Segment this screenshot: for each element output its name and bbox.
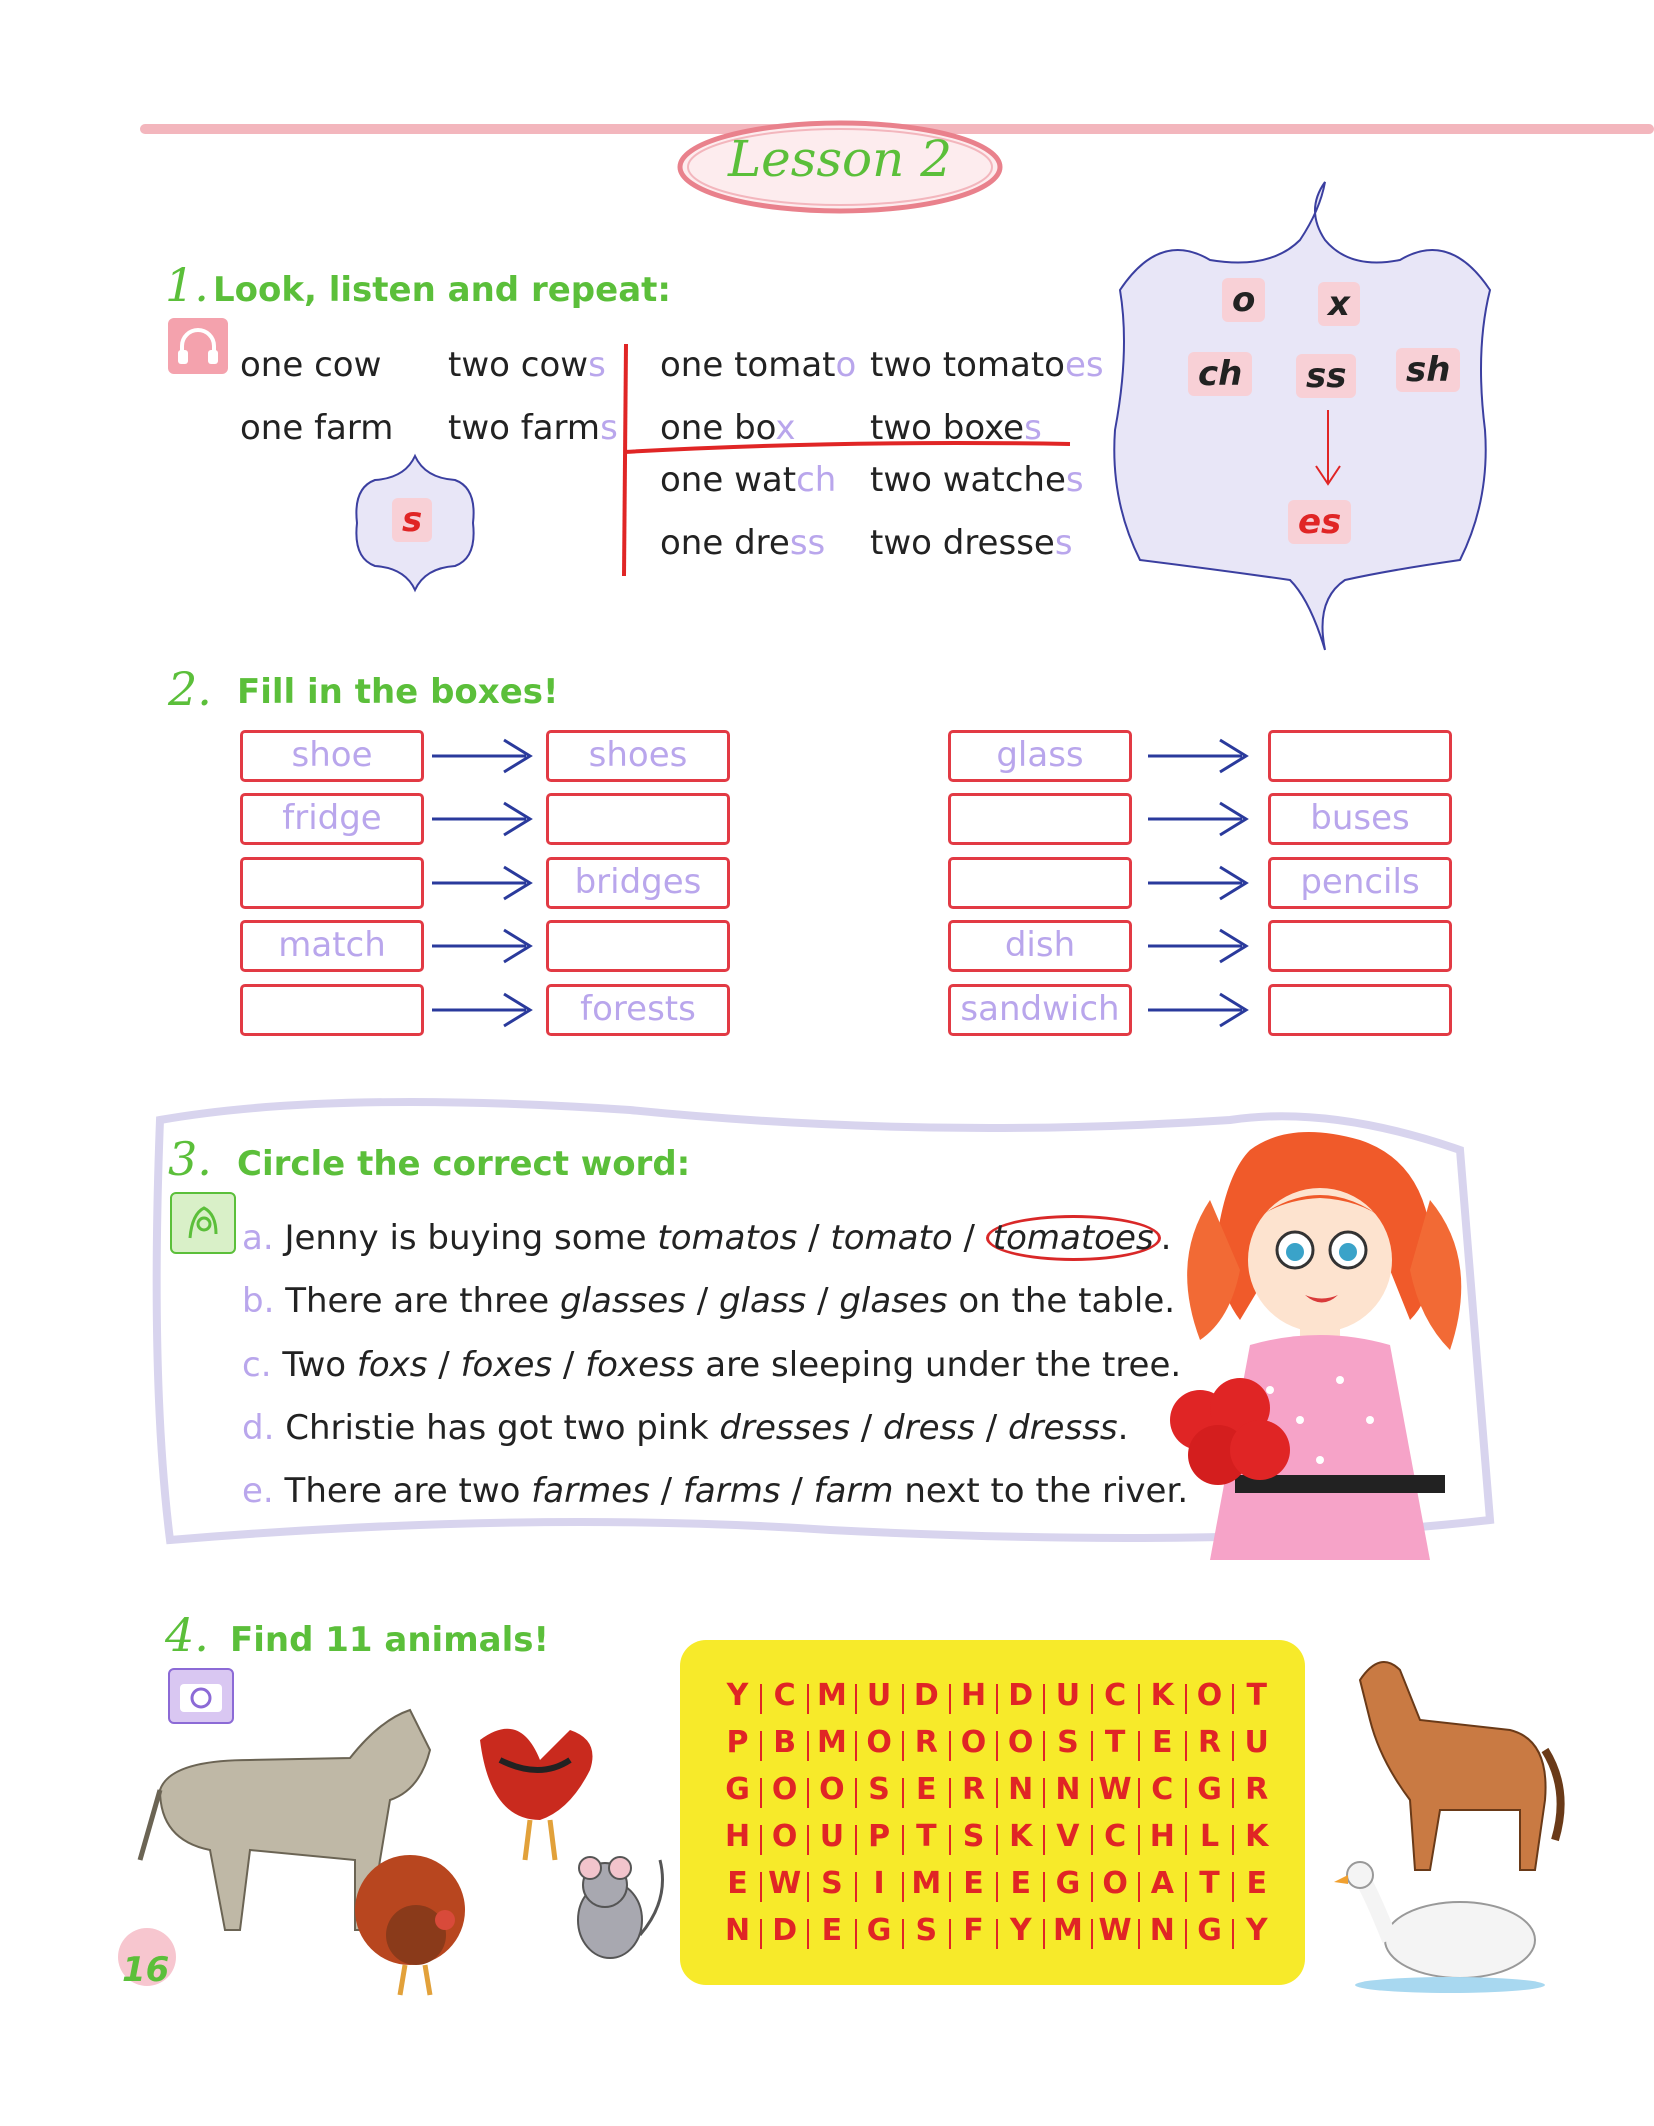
ex1-one-box: one box bbox=[660, 408, 796, 448]
option-separator: / bbox=[797, 1218, 831, 1258]
grid-letter[interactable]: N bbox=[724, 1913, 751, 1948]
grid-letter[interactable]: S bbox=[915, 1913, 938, 1948]
left-to-word-1: shoes bbox=[588, 735, 688, 775]
grid-letter[interactable]: P bbox=[726, 1725, 749, 1760]
grid-letter[interactable]: T bbox=[916, 1819, 937, 1854]
grid-letter[interactable]: K bbox=[1150, 1678, 1174, 1713]
grid-letter[interactable]: E bbox=[1010, 1866, 1031, 1901]
option-word-3[interactable]: dresss bbox=[1008, 1408, 1118, 1448]
ex1-two-cows: two cows bbox=[448, 345, 606, 385]
right-to-box-4[interactable] bbox=[1268, 920, 1452, 972]
endings-frame bbox=[1100, 170, 1500, 660]
sentence-letter: d. bbox=[242, 1408, 275, 1448]
grid-letter[interactable]: T bbox=[1104, 1725, 1126, 1760]
ex1-two-boxes: two boxes bbox=[870, 408, 1042, 448]
right-from-box-2[interactable] bbox=[948, 793, 1132, 845]
option-separator: / bbox=[806, 1281, 840, 1321]
left-to-box-2[interactable] bbox=[546, 793, 730, 845]
grid-letter[interactable]: M bbox=[816, 1678, 847, 1713]
right-to-word-2: buses bbox=[1310, 798, 1410, 838]
grid-letter[interactable]: T bbox=[1246, 1678, 1267, 1713]
grid-letter[interactable]: E bbox=[727, 1866, 748, 1901]
grid-letter[interactable]: C bbox=[1104, 1819, 1127, 1854]
grid-letter[interactable]: E bbox=[821, 1913, 843, 1948]
left-from-box-5[interactable] bbox=[240, 984, 424, 1036]
right-to-box-5[interactable] bbox=[1268, 984, 1452, 1036]
left-from-word-4: match bbox=[278, 925, 386, 965]
sentence-text: Two bbox=[282, 1345, 357, 1385]
sentence-5 bbox=[242, 1471, 1188, 1511]
lesson-title: Lesson 2 bbox=[727, 130, 953, 188]
grid-letter[interactable]: U bbox=[819, 1819, 845, 1854]
ending-tag-ch: ch bbox=[1188, 352, 1252, 396]
ex1-one-cow: one cow bbox=[240, 345, 382, 385]
right-from-box-3[interactable] bbox=[948, 857, 1132, 909]
sentence-end: are sleeping under the tree. bbox=[694, 1345, 1182, 1385]
sentence-text: Jenny is buying some bbox=[284, 1218, 658, 1258]
page-number: 16 bbox=[122, 1950, 170, 1990]
grid-letter[interactable]: K bbox=[1245, 1819, 1269, 1854]
grid-letter[interactable]: O bbox=[1007, 1725, 1034, 1760]
right-from-box-4[interactable] bbox=[948, 920, 1132, 972]
option-separator: / bbox=[427, 1345, 461, 1385]
grid-letter[interactable]: R bbox=[961, 1772, 986, 1807]
option-word-1[interactable]: farmes bbox=[531, 1471, 650, 1511]
right-to-box-2[interactable] bbox=[1268, 793, 1452, 845]
grid-letter[interactable]: H bbox=[1149, 1819, 1175, 1854]
grid-letter[interactable]: N bbox=[1149, 1913, 1175, 1948]
grid-letter[interactable]: G bbox=[725, 1772, 750, 1807]
ending-tag-x: x bbox=[1318, 282, 1360, 326]
headphones-icon bbox=[168, 318, 228, 374]
ex1-two-dresses: two dresses bbox=[870, 523, 1073, 563]
grid-letter[interactable]: O bbox=[819, 1772, 845, 1807]
grid-letter[interactable]: Y bbox=[726, 1678, 749, 1713]
grid-letter[interactable]: D bbox=[913, 1678, 939, 1713]
grid-letter[interactable]: A bbox=[1150, 1866, 1174, 1901]
option-word-2[interactable]: farms bbox=[682, 1471, 781, 1511]
option-separator: / bbox=[685, 1281, 719, 1321]
grid-letter[interactable]: D bbox=[772, 1913, 798, 1948]
arrow-right-icon bbox=[430, 988, 540, 1032]
arrow-right-icon bbox=[430, 924, 540, 968]
exercise-4-title: Find 11 animals! bbox=[230, 1620, 549, 1660]
grid-letter[interactable]: R bbox=[914, 1725, 938, 1760]
exercise-3-title: Circle the correct word: bbox=[237, 1144, 691, 1184]
grid-letter[interactable]: C bbox=[773, 1678, 796, 1713]
arrow-right-icon bbox=[430, 734, 540, 778]
arrow-right-icon bbox=[1146, 924, 1256, 968]
grid-letter[interactable]: G bbox=[1197, 1913, 1222, 1948]
down-arrow-icon bbox=[1308, 410, 1348, 490]
grid-letter[interactable]: O bbox=[960, 1725, 987, 1760]
sentence-end: . bbox=[1117, 1408, 1129, 1448]
grid-letter[interactable]: K bbox=[1009, 1819, 1033, 1854]
sentence-3 bbox=[242, 1345, 1181, 1385]
left-to-word-5: forests bbox=[580, 989, 696, 1029]
grid-letter[interactable]: E bbox=[916, 1772, 937, 1807]
grid-letter[interactable]: O bbox=[1196, 1678, 1223, 1713]
ex1-one-dress: one dress bbox=[660, 523, 826, 563]
ex1-one-farm: one farm bbox=[240, 408, 394, 448]
grid-letter[interactable]: B bbox=[773, 1725, 797, 1760]
grid-letter[interactable]: S bbox=[962, 1819, 985, 1854]
sentence-1 bbox=[242, 1218, 1171, 1258]
grid-letter[interactable]: M bbox=[1052, 1913, 1083, 1948]
grid-letter[interactable]: N bbox=[1008, 1772, 1034, 1807]
grid-letter[interactable]: D bbox=[1008, 1678, 1034, 1713]
arrow-right-icon bbox=[430, 861, 540, 905]
ex1-two-farms: two farms bbox=[448, 408, 618, 448]
right-from-box-5[interactable] bbox=[948, 984, 1132, 1036]
option-word-2[interactable]: dress bbox=[883, 1408, 975, 1448]
option-word-1[interactable]: tomatos bbox=[657, 1218, 798, 1258]
grid-letter[interactable]: C bbox=[1151, 1772, 1174, 1807]
grid-letter[interactable]: R bbox=[1197, 1725, 1222, 1760]
option-separator: / bbox=[649, 1471, 683, 1511]
option-separator: / bbox=[780, 1471, 814, 1511]
exercise-1-number: 1. bbox=[165, 258, 209, 312]
ending-tag-sh: sh bbox=[1396, 348, 1460, 392]
grid-letter[interactable]: T bbox=[1199, 1866, 1220, 1901]
grid-letter[interactable]: U bbox=[866, 1678, 892, 1713]
es-tag: es bbox=[1288, 500, 1351, 544]
exercise-3-number: 3. bbox=[168, 1132, 212, 1186]
left-to-word-3: bridges bbox=[574, 862, 702, 902]
option-word-2[interactable]: foxes bbox=[460, 1345, 553, 1385]
grid-letter[interactable]: L bbox=[1199, 1819, 1220, 1854]
sentence-text: There are three bbox=[285, 1281, 560, 1321]
option-word-3[interactable]: tomatoes bbox=[986, 1215, 1161, 1261]
left-to-box-1[interactable] bbox=[546, 730, 730, 782]
grid-letter[interactable]: R bbox=[1245, 1772, 1269, 1807]
grid-letter[interactable]: U bbox=[1244, 1725, 1269, 1760]
right-to-word-3: pencils bbox=[1300, 862, 1420, 902]
exercise-1-title: Look, listen and repeat: bbox=[213, 270, 671, 310]
grid-letter[interactable]: S bbox=[1057, 1725, 1079, 1760]
exercise-2-title: Fill in the boxes! bbox=[237, 672, 559, 712]
grid-letter[interactable]: H bbox=[960, 1678, 987, 1713]
s-tag: s bbox=[392, 498, 432, 542]
option-separator: / bbox=[974, 1408, 1008, 1448]
option-word-2[interactable]: tomato bbox=[830, 1218, 953, 1258]
arrow-right-icon bbox=[1146, 861, 1256, 905]
grid-letter[interactable]: Y bbox=[1245, 1913, 1268, 1948]
ending-tag-ss: ss bbox=[1296, 354, 1356, 398]
sentence-letter: b. bbox=[242, 1281, 275, 1321]
arrow-right-icon bbox=[1146, 734, 1256, 778]
left-from-box-3[interactable] bbox=[240, 857, 424, 909]
sentence-letter: a. bbox=[242, 1218, 274, 1258]
option-separator: / bbox=[552, 1345, 586, 1385]
sentence-4 bbox=[242, 1408, 1128, 1448]
grid-letter[interactable]: M bbox=[911, 1866, 942, 1901]
left-from-box-4[interactable] bbox=[240, 920, 424, 972]
grid-letter[interactable]: H bbox=[724, 1819, 751, 1854]
left-to-box-4[interactable] bbox=[546, 920, 730, 972]
sentence-text: Christie has got two pink bbox=[285, 1408, 720, 1448]
grid-letter[interactable]: S bbox=[868, 1772, 890, 1807]
ex1-two-tomatoes: two tomatoes bbox=[870, 345, 1104, 385]
ex1-one-watch: one watch bbox=[660, 460, 837, 500]
sentence-letter: c. bbox=[242, 1345, 272, 1385]
sentence-2 bbox=[242, 1281, 1175, 1321]
left-from-word-1: shoe bbox=[291, 735, 373, 775]
option-word-2[interactable]: glass bbox=[718, 1281, 807, 1321]
grid-letter[interactable]: F bbox=[963, 1913, 984, 1948]
left-to-box-3[interactable] bbox=[546, 857, 730, 909]
grid-letter[interactable]: W bbox=[1098, 1772, 1132, 1807]
sentence-end: on the table. bbox=[947, 1281, 1176, 1321]
grid-letter[interactable]: O bbox=[771, 1819, 798, 1854]
right-to-box-3[interactable] bbox=[1268, 857, 1452, 909]
ex1-two-watches: two watches bbox=[870, 460, 1084, 500]
option-word-1[interactable]: foxs bbox=[356, 1345, 428, 1385]
grid-letter[interactable]: S bbox=[821, 1866, 843, 1901]
right-from-box-1[interactable] bbox=[948, 730, 1132, 782]
grid-letter[interactable]: G bbox=[1197, 1772, 1222, 1807]
grid-letter[interactable]: E bbox=[963, 1866, 984, 1901]
arrow-right-icon bbox=[1146, 988, 1256, 1032]
exercise-2-number: 2. bbox=[168, 662, 212, 716]
goose-illustration bbox=[1330, 1850, 1550, 2000]
arrow-right-icon bbox=[430, 797, 540, 841]
grid-letter[interactable]: W bbox=[768, 1866, 802, 1901]
sentence-end: . bbox=[1160, 1218, 1172, 1258]
grid-letter[interactable]: U bbox=[1055, 1678, 1081, 1713]
sentence-text: There are two bbox=[284, 1471, 532, 1511]
grid-letter[interactable]: V bbox=[1056, 1819, 1080, 1854]
left-from-box-1[interactable] bbox=[240, 730, 424, 782]
grid-letter[interactable]: E bbox=[1246, 1866, 1267, 1901]
grid-letter[interactable]: N bbox=[1055, 1772, 1081, 1807]
grid-letter[interactable]: P bbox=[868, 1819, 891, 1854]
right-from-word-5: sandwich bbox=[960, 989, 1120, 1029]
ending-tag-o: o bbox=[1222, 278, 1265, 322]
grid-letter[interactable]: W bbox=[1098, 1913, 1132, 1948]
grid-letter[interactable]: C bbox=[1104, 1678, 1127, 1713]
grid-letter[interactable]: M bbox=[816, 1725, 847, 1760]
sentence-letter: e. bbox=[242, 1471, 274, 1511]
option-word-3[interactable]: farm bbox=[813, 1471, 894, 1511]
exercise-4-number: 4. bbox=[165, 1608, 209, 1662]
grid-letter[interactable]: E bbox=[1152, 1725, 1173, 1760]
grid-letter[interactable]: Y bbox=[1009, 1913, 1032, 1948]
left-from-box-2[interactable] bbox=[240, 793, 424, 845]
left-to-box-5[interactable] bbox=[546, 984, 730, 1036]
grid-letter[interactable]: I bbox=[873, 1866, 885, 1901]
pencil-hand-icon bbox=[170, 1192, 236, 1254]
grid-letter[interactable]: O bbox=[1102, 1866, 1128, 1901]
grid-letter[interactable]: O bbox=[771, 1772, 798, 1807]
option-word-3[interactable]: glases bbox=[839, 1281, 948, 1321]
girl-with-tomatoes-illustration bbox=[1140, 1120, 1500, 1560]
option-word-3[interactable]: foxess bbox=[585, 1345, 695, 1385]
grid-letter[interactable]: G bbox=[866, 1913, 892, 1948]
right-to-box-1[interactable] bbox=[1268, 730, 1452, 782]
option-separator: / bbox=[952, 1218, 986, 1258]
option-word-1[interactable]: glasses bbox=[559, 1281, 686, 1321]
right-from-word-1: glass bbox=[996, 735, 1084, 775]
right-from-word-4: dish bbox=[1004, 925, 1076, 965]
option-word-1[interactable]: dresses bbox=[719, 1408, 850, 1448]
left-from-word-2: fridge bbox=[282, 798, 382, 838]
sentence-end: next to the river. bbox=[893, 1471, 1189, 1511]
ex1-one-tomato: one tomato bbox=[660, 345, 857, 385]
horse-illustration bbox=[1330, 1640, 1570, 1880]
option-separator: / bbox=[849, 1408, 884, 1448]
grid-letter[interactable]: G bbox=[1055, 1866, 1081, 1901]
arrow-right-icon bbox=[1146, 797, 1256, 841]
grid-letter[interactable]: O bbox=[866, 1725, 892, 1760]
mouse-illustration bbox=[560, 1840, 680, 1970]
